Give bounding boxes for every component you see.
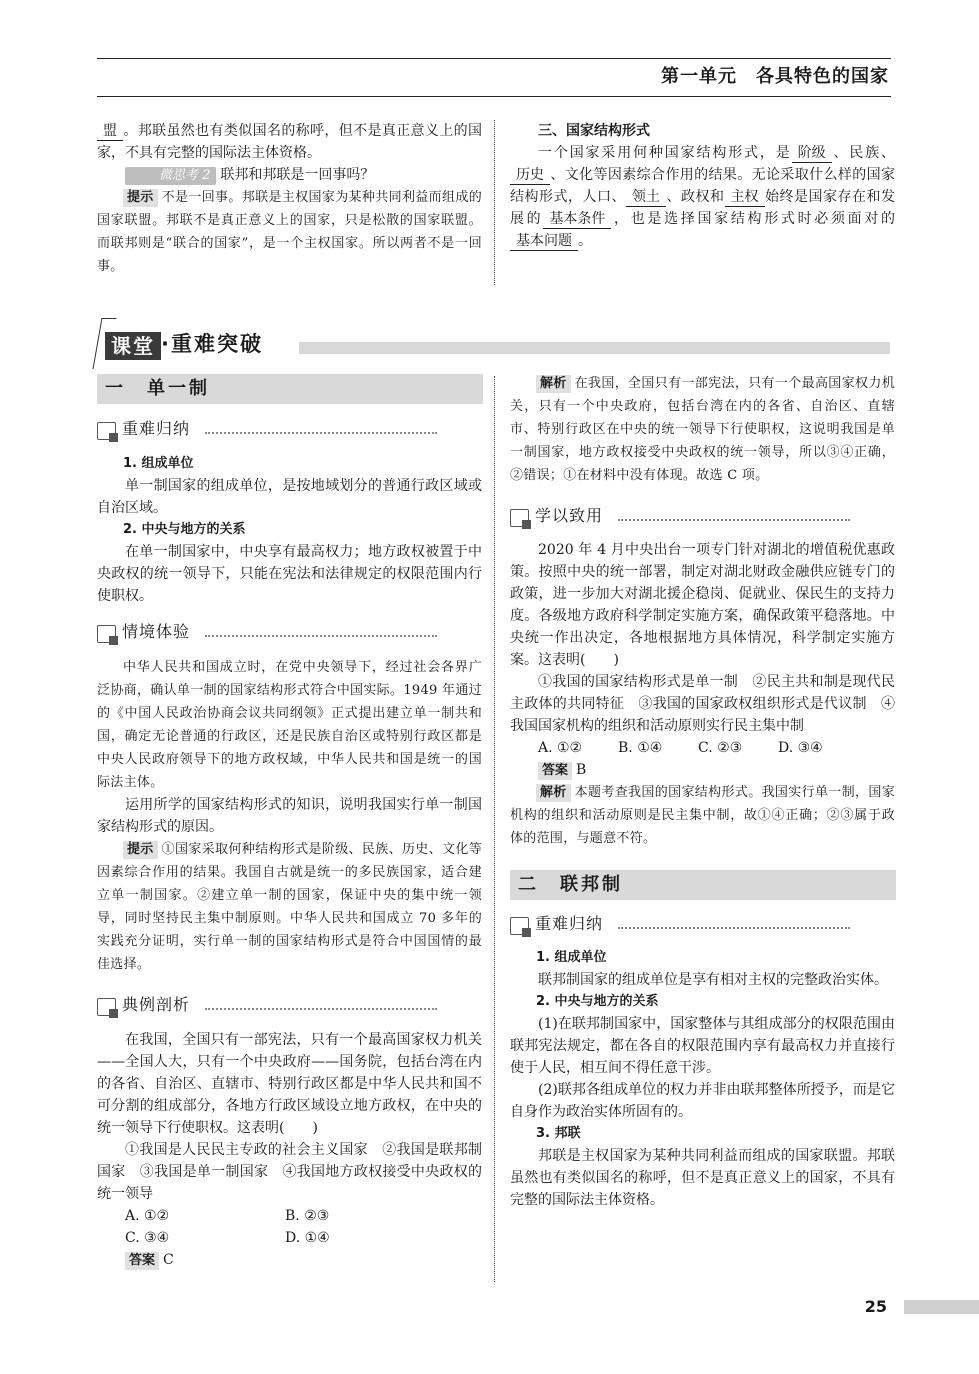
top-left-block — [97, 120, 482, 278]
heading-composition: 1. 组成单位 — [123, 456, 194, 471]
apply-statements: ①我国的国家结构形式是单一制 ②民主共和制是现代民主政体的共同特征 ③我国的国家政权组织形式是代议制 ④我国国家机构的组织和活动原则实行民主集中制 — [510, 674, 895, 734]
right-apply — [510, 539, 895, 850]
option-d: D. ③④ — [778, 740, 823, 756]
heading-central-local: 2. 中央与地方的关系 — [536, 994, 659, 1009]
right-federal-points — [510, 947, 895, 1211]
top-right-block — [510, 120, 895, 252]
subsection-apply: 学以致用 — [510, 505, 850, 531]
structure-paragraph: 一个国家采用何种国家结构形式，是 阶级 、民族、历史 、文化等因素综合作用的结果。无论采取什么样的国家结构形式，人口、 领土 、政权和 主权 始终是国家存在和发展的 基本条件 ，也是选择国家结构形式时必须面对的基本问题 。 — [510, 145, 896, 249]
left-example — [97, 1029, 482, 1271]
blank-meng: 盟 — [97, 122, 123, 141]
left-scenario — [97, 656, 482, 976]
scenario-question: 运用所学的国家结构形式的知识，说明我国实行单一制国家结构形式的原因。 — [97, 797, 482, 835]
think-hint: 提示 不是一回事。邦联是主权国家为某种共同利益而组成的国家联盟。邦联不是真正意义上的国家，只是松散的国家联盟。而联邦则是“联合的国家”，是一个主权国家。所以两者不是一回事。 — [97, 190, 482, 274]
heading-confederation: 3. 邦联 — [536, 1126, 581, 1141]
subsection-key-points-1: 重难归纳 — [97, 418, 437, 444]
apply-stem: 2020 年 4 月中央出台一项专门针对湖北的增值税优惠政策。按照中央的统一部署，制定对湖北财政金融供应链专门的政策，进一步加大对湖北援企稳岗、促就业、保民生的支持力度。各级地方政府科学制定实施方案，确保政策平稳落地。中央统一作出决定，各地根据地方具体情况，科学制定实施方案。这表明( ) — [510, 542, 895, 668]
blank-basic-problem: 基本问题 — [510, 232, 578, 251]
section-unitary: 一 单一制 — [97, 374, 483, 404]
scenario-hint: 提示 ①国家采取何种结构形式是阶级、民族、历史、文化等因素综合作用的结果。我国自古就是统一的多民族国家，适合建立单一制国家。②建立单一制的国家，保证中央的集中统一领导，同时坚持民主集中制原则。中华人民共和国成立 70 多年的实践充分证明，实行单一制的国家结构形式是符合中国国情的最佳选择。 — [97, 842, 482, 972]
blank-class: 阶级 — [792, 144, 832, 163]
header-top-rule — [97, 58, 891, 59]
federal-relation-1: (1)在联邦制国家中，国家整体与其组成部分的权限范围由联邦宪法规定，都在各自的权限范围内享有最高权力并直接行使于人民，相互间不得任意干涉。 — [510, 1016, 895, 1076]
confederation-continued: 盟 。邦联虽然也有类似国名的称呼，但不是真正意义上的国家，不具有完整的国际法主体资格。 — [97, 123, 482, 161]
subsection-scenario: 情境体验 — [97, 621, 437, 647]
section-icon — [510, 509, 529, 527]
option-b: B. ②③ — [285, 1208, 330, 1224]
option-b: B. ①④ — [618, 740, 663, 756]
blank-history: 历史 — [510, 166, 550, 185]
section-federal: 二 联邦制 — [510, 870, 896, 900]
think-question: 微思考 2 联邦和邦联是一回事吗？ — [97, 164, 482, 186]
example-answer: 答案 C — [97, 1249, 482, 1271]
top-column-divider — [494, 120, 495, 285]
header-bottom-rule — [97, 96, 891, 97]
option-c: C. ②③ — [698, 740, 743, 756]
blank-territory: 领土 — [626, 188, 666, 207]
section-icon — [97, 998, 116, 1016]
banner-bar — [299, 342, 890, 354]
scenario-material: 中华人民共和国成立时，在党中央领导下，经过社会各界广泛协商，确认单一制的国家结构形式符合中国实际。1949 年通过的《中国人民政治协商会议共同纲领》正式提出建立单一制共和国，确定无论普通的行政区，还是民族自治区或特别行政区都是中央人民政府领导下的地方政权域，中华人民共和国是统一的国际法主体。 — [97, 660, 482, 790]
apply-answer: 答案 B — [510, 759, 895, 781]
option-a: A. ①② — [538, 740, 583, 756]
hint-tag: 提示 — [123, 841, 158, 859]
analysis-tag: 解析 — [536, 375, 571, 393]
left-key-points — [97, 453, 482, 607]
heading-central-local: 2. 中央与地方的关系 — [123, 522, 246, 537]
section-banner — [97, 318, 890, 370]
subsection-key-points-2: 重难归纳 — [510, 913, 850, 939]
option-c: C. ③④ — [125, 1230, 170, 1246]
answer-tag: 答案 — [538, 762, 572, 780]
section-icon — [97, 625, 116, 643]
example-statements: ①我国是人民民主专政的社会主义国家 ②我国是联邦制国家 ③我国是单一制国家 ④我国地方政权接受中央政权的统一领导 — [97, 1142, 482, 1202]
subsection-example: 典例剖析 — [97, 994, 437, 1020]
option-a: A. ①② — [125, 1208, 170, 1224]
example-analysis: 解析 在我国，全国只有一部宪法，只有一个最高国家权力机关，只有一个中央政府，包括台湾在内的各省、自治区、直辖市、特别行政区在中央的统一领导下行使职权，这说明我国是单一制国家，地方政权接受中央政权的统一领导，所以③④正确，②错误；①在材料中没有体现。故选 C 项。 — [510, 376, 895, 483]
federal-relation-2: (2)联邦各组成单位的权力并非由联邦整体所授予，而是它自身作为政治实体所固有的。 — [510, 1082, 895, 1120]
right-analysis-1 — [510, 372, 895, 487]
section-icon — [510, 917, 529, 935]
unit-title: 第一单元 各具特色的国家 — [661, 66, 889, 87]
banner-title: ·重难突破 — [161, 332, 263, 356]
federal-composition-text: 联邦制国家的组成单位是享有相对主权的完整政治实体。 — [538, 972, 888, 988]
section-icon — [97, 422, 116, 440]
page-number: 25 — [864, 1297, 887, 1316]
hint-tag: 提示 — [123, 189, 158, 207]
blank-basic-condition: 基本条件 — [543, 210, 611, 229]
option-d: D. ①④ — [285, 1230, 330, 1246]
analysis-tag: 解析 — [536, 784, 571, 802]
banner-label-box: 课堂 — [105, 332, 161, 360]
section-heading-structure: 三、国家结构形式 — [538, 123, 650, 139]
think-tag: 微思考 2 — [125, 167, 216, 185]
example-stem: 在我国，全国只有一部宪法，只有一个最高国家权力机关——全国人大，只有一个中央政府——国务院，包括台湾在内的各省、自治区、直辖市、特别行政区都是中华人民共和国不可分割的组成部分，各地方行政区域设立地方政权，在中央的统一领导下行使职权。这表明( ) — [97, 1032, 482, 1136]
heading-composition: 1. 组成单位 — [536, 950, 607, 965]
confederation-text: 邦联是主权国家为某种共同利益而组成的国家联盟。邦联虽然也有类似国名的称呼，但不是真正意义上的国家，不具有完整的国际法主体资格。 — [510, 1148, 895, 1208]
central-local-text: 在单一制国家中，中央享有最高权力；地方政权被置于中央政权的统一领导下，只能在宪法和法律规定的权限范围内行使职权。 — [97, 544, 482, 604]
answer-tag: 答案 — [125, 1252, 159, 1270]
apply-analysis: 解析 本题考查我国的国家结构形式。我国实行单一制，国家机构的组织和活动原则是民主集中制，故①④正确；②③属于政体的范围，与题意不符。 — [510, 785, 895, 846]
page-number-bar — [904, 1300, 979, 1314]
blank-sovereignty: 主权 — [725, 188, 765, 207]
composition-text: 单一制国家的组成单位，是按地域划分的普通行政区域或自治区域。 — [97, 478, 482, 516]
main-column-divider — [494, 376, 495, 1282]
